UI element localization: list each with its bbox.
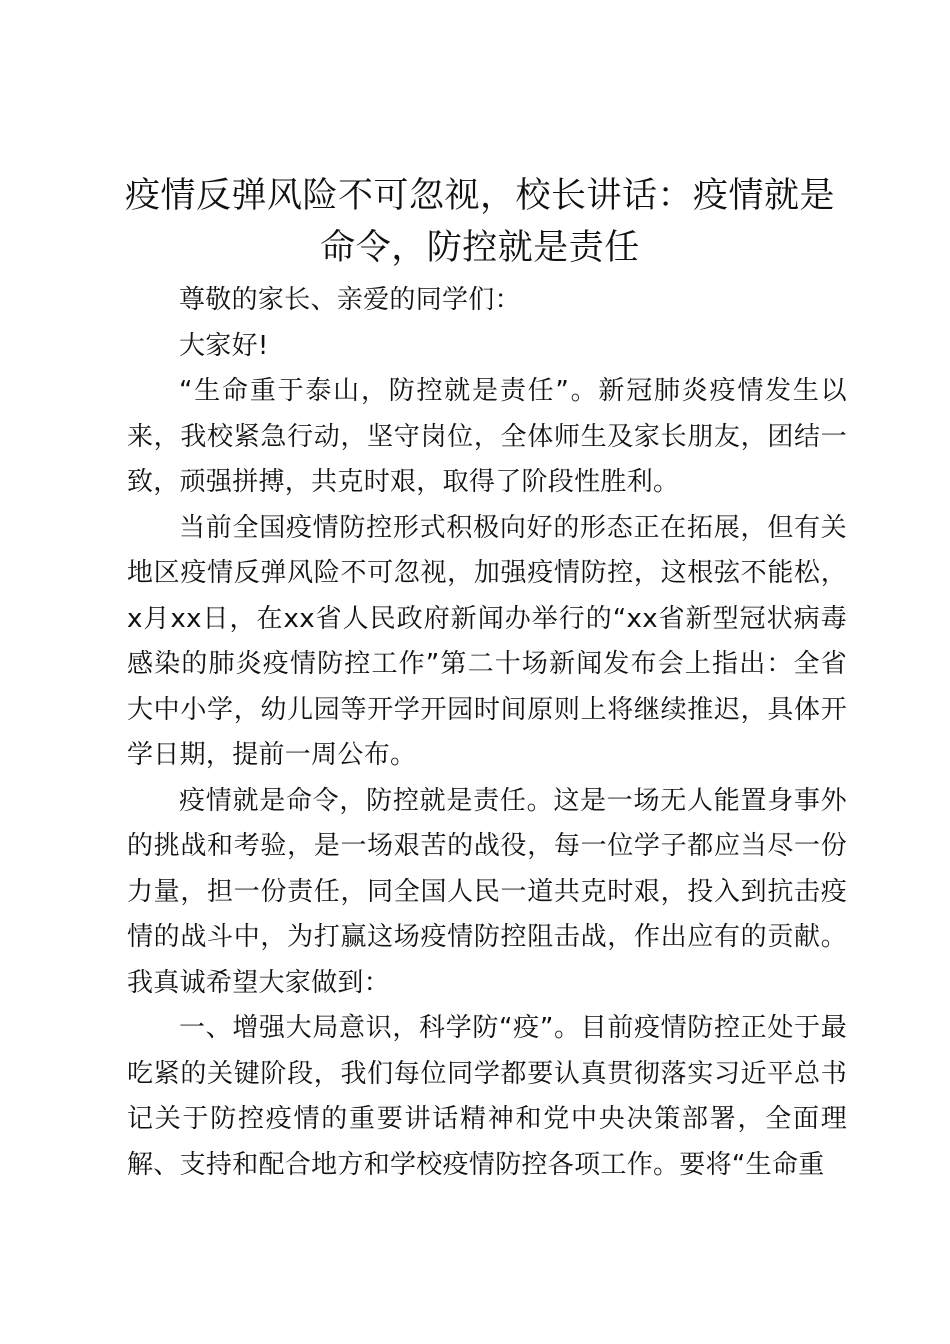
title-line-1: 疫情反弹风险不可忽视，校长讲话：疫情就是 [124, 176, 835, 216]
salutation: 尊敬的家长、亲爱的同学们： [179, 285, 521, 315]
title-line-2: 命令，防控就是责任 [320, 228, 640, 268]
paragraph-intro: “生命重于泰山，防控就是责任”。新冠肺炎疫情发生以来，我校紧急行动，坚守岗位，全体师生及家长朋友，团结一致，顽强拼搏，共克时艰，取得了阶段性胜利。 [127, 376, 847, 497]
greeting: 大家好! [179, 330, 269, 361]
document-body [127, 278, 847, 1188]
paragraph-point-one: 一、增强大局意识，科学防“疫”。目前疫情防控正处于最吃紧的关键阶段，我们每位同学都要认真贯彻落实习近平总书记关于防控疫情的重要讲话精神和党中央决策部署，全面理解、支持和配合地方和学校疫情防控各项工作。要将“生命重 [127, 1013, 847, 1180]
paragraph-situation: 当前全国疫情防控形式积极向好的形态正在拓展，但有关地区疫情反弹风险不可忽视，加强疫情防控，这根弦不能松，x月xx日，在xx省人民政府新闻办举行的“xx省新型冠状病毒感染的肺炎疫情防控工作”第二十场新闻发布会上指出：全省大中小学，幼儿园等开学开园时间原则上将继续推迟，具体开学日期，提前一周公布。 [127, 512, 847, 770]
document-title [110, 170, 850, 274]
paragraph-responsibility: 疫情就是命令，防控就是责任。这是一场无人能置身事外的挑战和考验，是一场艰苦的战役，每一位学子都应当尽一份力量，担一份责任，同全国人民一道共克时艰，投入到抗击疫情的战斗中，为打赢这场疫情防控阻击战，作出应有的贡献。我真诚希望大家做到： [127, 785, 847, 998]
